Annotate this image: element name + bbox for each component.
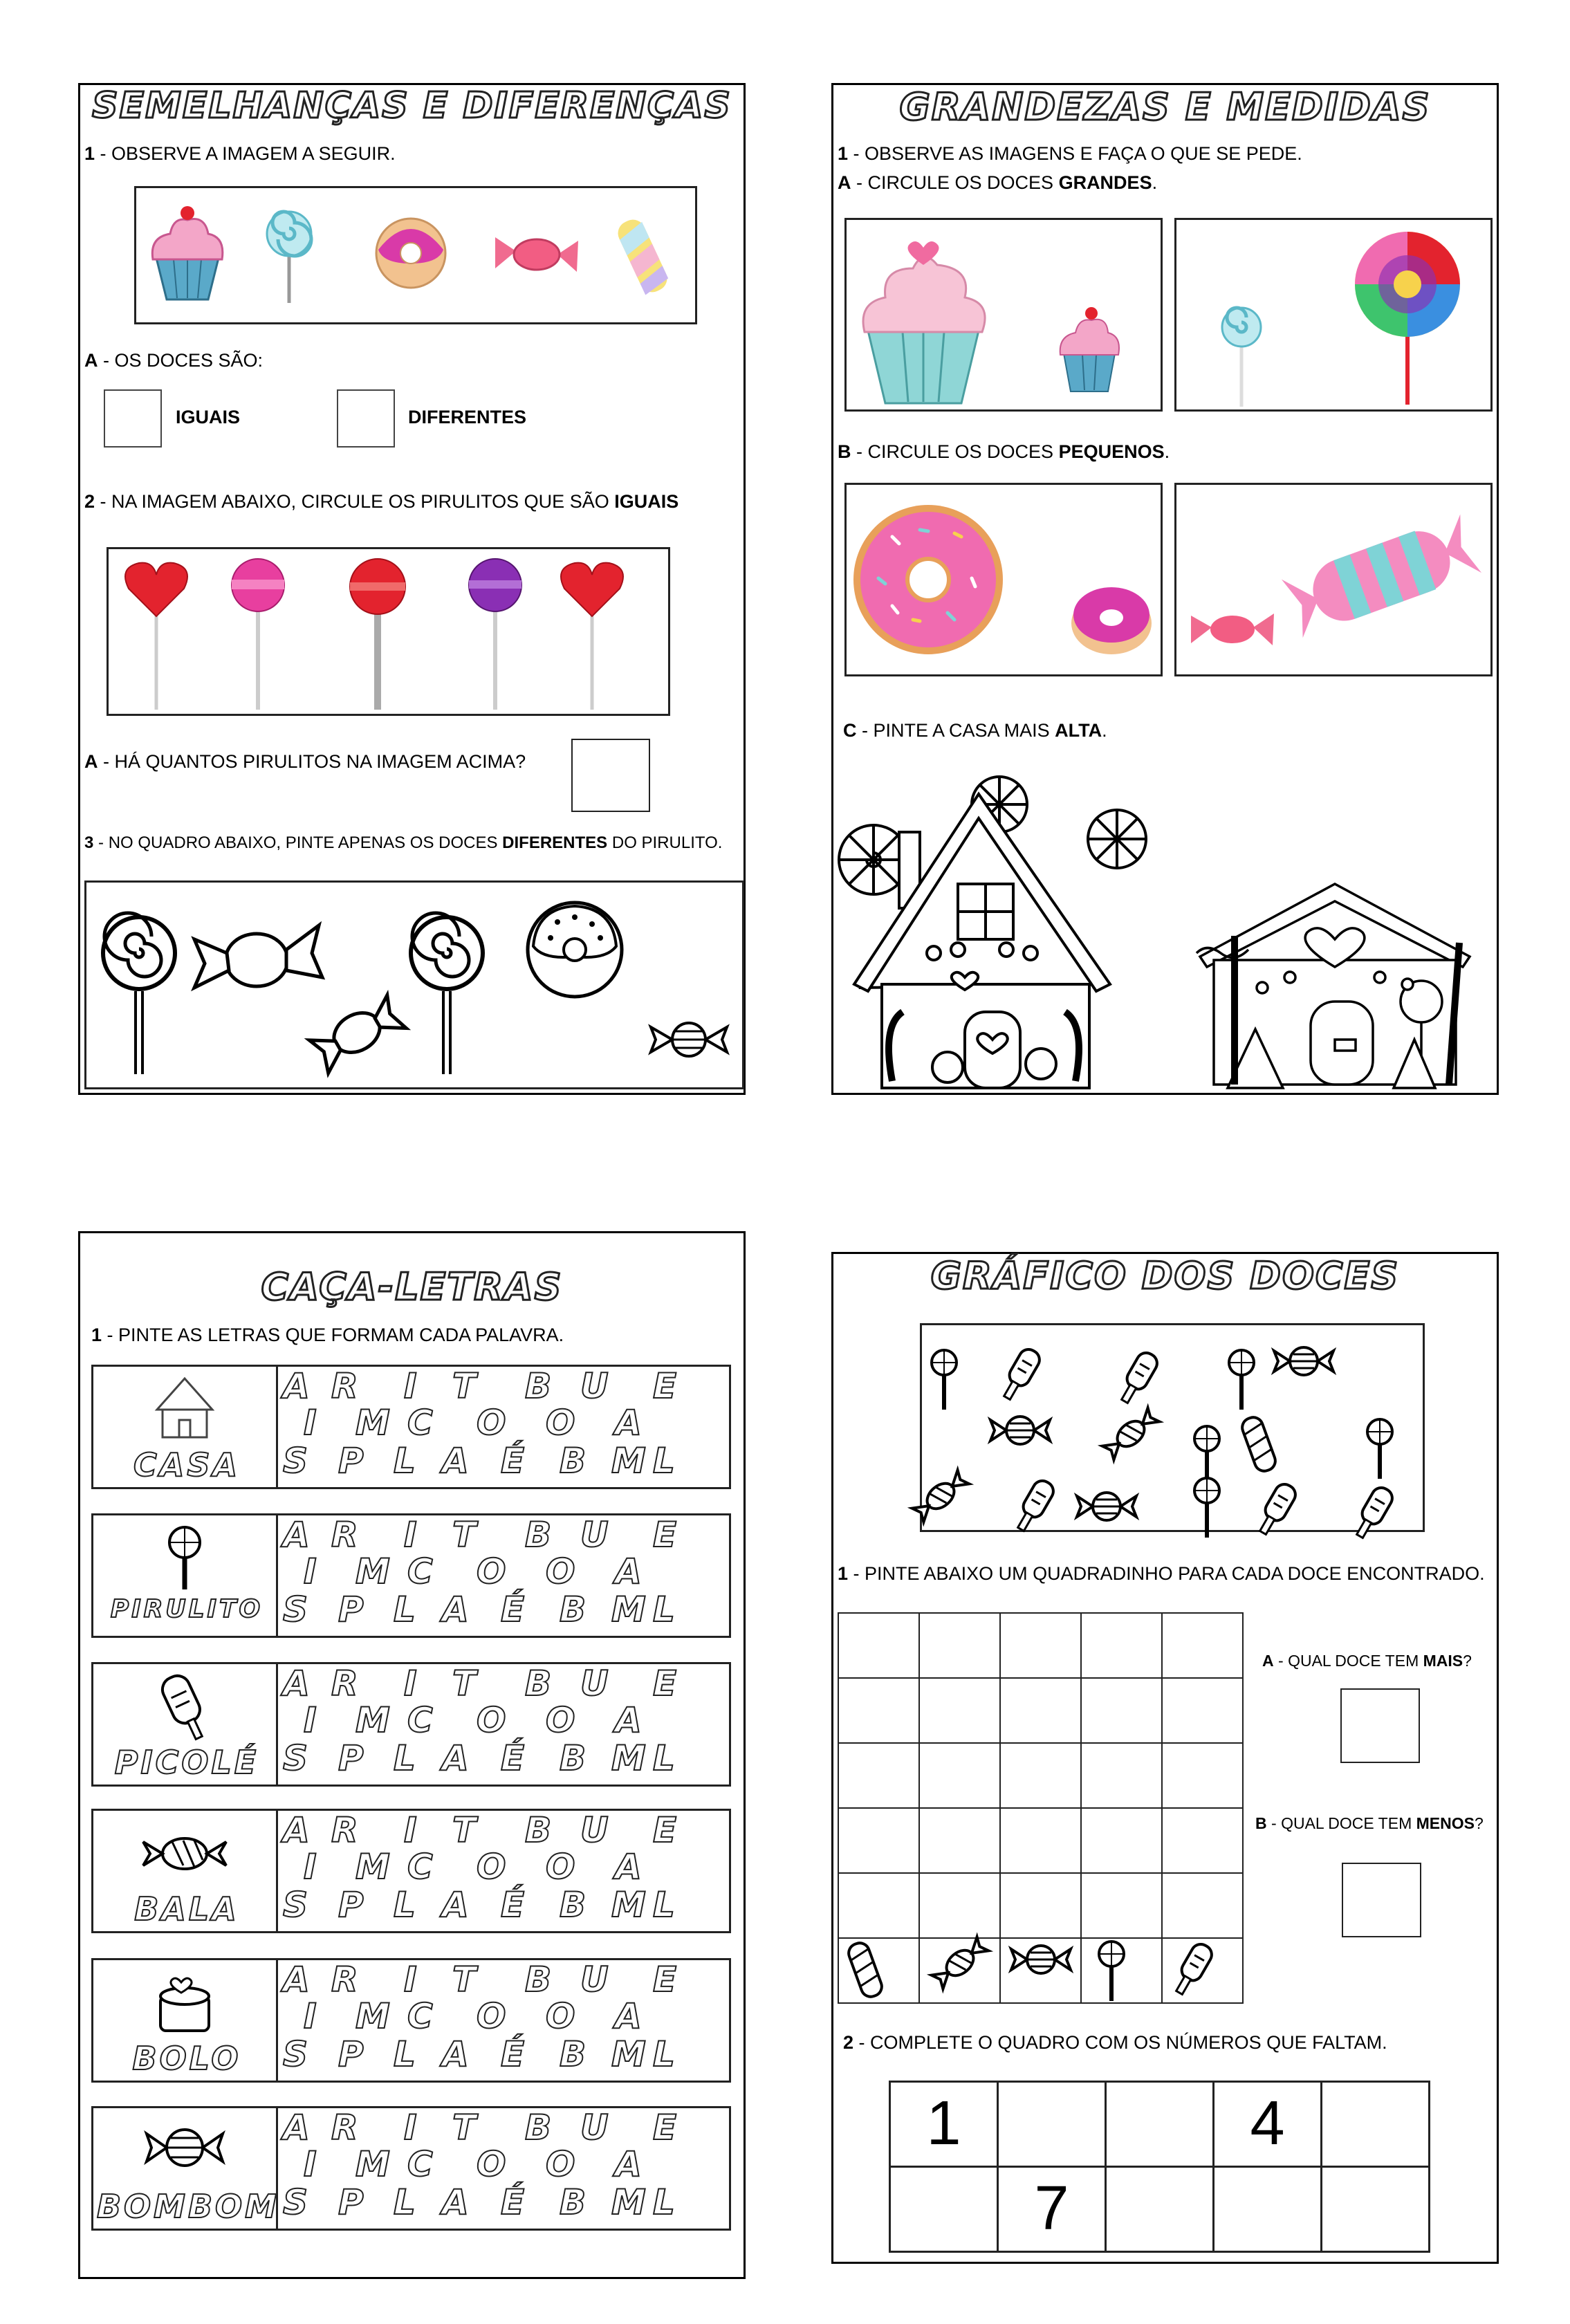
swirl-lollipop-icon	[261, 210, 317, 306]
search-letter[interactable]: A	[615, 1700, 642, 1740]
question-1c: C - PINTE A CASA MAIS ALTA.	[843, 720, 1107, 741]
heart-lollipop-icon	[122, 557, 191, 713]
purple-lollipop-icon	[461, 557, 530, 713]
search-letter[interactable]: O	[477, 2144, 506, 2184]
search-letter[interactable]: B	[560, 1738, 587, 1778]
word-label: PICOLÉ	[114, 1744, 259, 1781]
outline-donut-icon	[523, 898, 627, 1002]
small-candy-icon	[1191, 605, 1274, 654]
search-letter[interactable]: L	[653, 1738, 675, 1778]
popsicle-icon	[1255, 1479, 1318, 1544]
search-letter[interactable]: A	[442, 1738, 469, 1778]
chart-cell[interactable]	[838, 1612, 920, 1679]
search-letter[interactable]: M	[355, 1700, 390, 1740]
search-letter[interactable]: L	[653, 2034, 675, 2074]
chart-cell[interactable]	[1161, 1742, 1244, 1809]
search-letter[interactable]: I	[304, 2144, 317, 2184]
chart-cell[interactable]	[838, 1807, 920, 1874]
word-search-row	[91, 1662, 731, 1787]
popsicle-icon	[1352, 1482, 1414, 1548]
search-letter[interactable]: R	[331, 1810, 358, 1850]
search-letter[interactable]: R	[331, 2108, 358, 2148]
search-letter[interactable]: S	[283, 1885, 308, 1925]
search-letter[interactable]: A	[283, 1663, 310, 1704]
search-letter[interactable]: É	[501, 1441, 525, 1481]
small-donut-icon	[1070, 582, 1153, 658]
lollipop-icon	[1186, 1475, 1248, 1541]
search-letter[interactable]: A	[615, 1403, 642, 1443]
candy-icon	[909, 1472, 972, 1538]
search-letter[interactable]: O	[546, 1847, 575, 1887]
search-letter[interactable]: C	[407, 1700, 433, 1740]
search-letter[interactable]: L	[394, 1589, 416, 1630]
search-letter[interactable]: I	[404, 1959, 417, 2000]
search-letter[interactable]: O	[477, 1996, 506, 2036]
search-letter[interactable]: P	[338, 1441, 364, 1481]
search-letter[interactable]: U	[580, 1810, 609, 1850]
red-lollipop-icon	[343, 557, 412, 713]
lollipop-icon	[1359, 1417, 1421, 1482]
number-cell[interactable]	[1320, 2081, 1430, 2168]
bonbon-icon	[1075, 1486, 1138, 1551]
search-letter[interactable]: M	[611, 1885, 646, 1925]
search-letter[interactable]: M	[355, 1551, 390, 1592]
candy-icon	[1100, 1410, 1162, 1475]
chart-cell[interactable]	[999, 1612, 1082, 1679]
word-search-row	[91, 1809, 731, 1933]
search-letter[interactable]: M	[611, 2034, 646, 2074]
search-letter[interactable]: P	[338, 1885, 364, 1925]
heart-lollipop-icon	[557, 557, 627, 713]
outline-lollipop-icon	[409, 915, 485, 1081]
worksheet-caca-letras	[78, 1231, 746, 2279]
word-label: BALA	[134, 1890, 239, 1928]
search-letter[interactable]: T	[452, 1810, 477, 1850]
wrapped-candy-icon	[495, 227, 578, 282]
chart-cell[interactable]	[918, 1872, 1001, 1939]
big-candy-icon	[1286, 507, 1477, 645]
search-letter[interactable]: I	[404, 1810, 417, 1850]
search-letter[interactable]: A	[615, 1551, 642, 1592]
search-letter[interactable]: B	[525, 1663, 552, 1704]
search-letter[interactable]: M	[355, 1996, 390, 2036]
search-letter[interactable]: B	[525, 1366, 552, 1406]
search-letter[interactable]: O	[546, 1996, 575, 2036]
chart-cell[interactable]	[1161, 1677, 1244, 1744]
search-letter[interactable]: A	[442, 2182, 469, 2222]
search-letter[interactable]: É	[501, 1738, 525, 1778]
search-letter[interactable]: P	[338, 1738, 364, 1778]
answer-box-count[interactable]	[571, 739, 650, 812]
search-letter[interactable]: M	[355, 1847, 390, 1887]
checkbox-iguais[interactable]	[104, 389, 162, 448]
label-diferentes: DIFERENTES	[408, 407, 527, 427]
search-letter[interactable]: M	[611, 1738, 646, 1778]
chart-cell[interactable]	[838, 1742, 920, 1809]
chart-cell[interactable]	[999, 1677, 1082, 1744]
answer-box-mais[interactable]	[1340, 1688, 1420, 1763]
search-letter[interactable]: O	[477, 1403, 506, 1443]
search-letter[interactable]: E	[653, 1959, 677, 2000]
cupcake-icon	[149, 203, 225, 306]
question-1: 1 - OBSERVE A IMAGEM A SEGUIR.	[84, 143, 396, 164]
question-1: 1 - OBSERVE AS IMAGENS E FAÇA O QUE SE PEDE.	[838, 143, 1302, 164]
outline-bonbon-icon	[647, 1012, 730, 1067]
small-cupcake-icon	[1058, 305, 1120, 395]
popsicle-icon	[1172, 1939, 1234, 2002]
search-letter[interactable]: A	[442, 1589, 469, 1630]
number-cell[interactable]	[997, 2081, 1107, 2168]
search-letter[interactable]: O	[546, 1551, 575, 1592]
bonbon-icon	[143, 2113, 226, 2186]
search-letter[interactable]: B	[560, 1589, 587, 1630]
search-letter[interactable]: A	[442, 1885, 469, 1925]
search-letter[interactable]: A	[283, 1366, 310, 1406]
search-letter[interactable]: A	[442, 2034, 469, 2074]
marshmallow-icon	[1241, 1413, 1304, 1479]
question-1b: B - QUAL DOCE TEM MENOS?	[1255, 1814, 1484, 1832]
search-letter[interactable]: C	[407, 2144, 433, 2184]
search-letter[interactable]: S	[283, 2182, 308, 2222]
search-letter[interactable]: I	[304, 1403, 317, 1443]
search-letter[interactable]: A	[283, 1810, 310, 1850]
chart-cell[interactable]	[1080, 1742, 1163, 1809]
search-letter[interactable]: T	[452, 1959, 477, 2000]
search-letter[interactable]: U	[580, 1366, 609, 1406]
page-title: GRÁFICO DOS DOCES	[930, 1254, 1400, 1298]
question-2: 2 - NA IMAGEM ABAIXO, CIRCULE OS PIRULITOS QUE SÃO IGUAIS	[84, 491, 679, 512]
search-letter[interactable]: R	[331, 1663, 358, 1704]
question-2: 2 - COMPLETE O QUADRO COM OS NÚMEROS QUE FALTAM.	[843, 2032, 1387, 2053]
search-letter[interactable]: M	[355, 2144, 390, 2184]
search-letter[interactable]: E	[653, 1663, 677, 1704]
search-letter[interactable]: O	[546, 1403, 575, 1443]
search-letter[interactable]: E	[653, 1515, 677, 1555]
word-label: PIRULITO	[110, 1595, 264, 1623]
word-search-row	[91, 2106, 731, 2231]
outline-candy-icon	[191, 912, 322, 1008]
search-letter[interactable]: B	[525, 1959, 552, 2000]
pink-lollipop-icon	[223, 557, 293, 713]
donut-icon	[373, 215, 449, 291]
outline-candy-icon	[308, 991, 405, 1074]
search-letter[interactable]: O	[477, 1700, 506, 1740]
worksheet-semelhancas	[78, 83, 746, 1095]
question-1a: A - QUAL DOCE TEM MAIS?	[1262, 1652, 1472, 1670]
search-letter[interactable]: I	[304, 1700, 317, 1740]
popsicle-icon	[1013, 1475, 1075, 1541]
search-letter[interactable]: B	[525, 1515, 552, 1555]
big-cupcake-icon	[861, 234, 986, 403]
chart-cell[interactable]	[1161, 1612, 1244, 1679]
candy-icon	[929, 1939, 991, 2002]
search-letter[interactable]: R	[331, 1366, 358, 1406]
number-cell[interactable]	[889, 2081, 999, 2168]
chart-cell[interactable]	[1080, 1807, 1163, 1874]
search-letter[interactable]: P	[338, 2182, 364, 2222]
word-search-row	[91, 1513, 731, 1638]
big-donut-icon	[851, 502, 1006, 658]
search-letter[interactable]: U	[580, 1959, 609, 2000]
search-letter[interactable]: O	[477, 1847, 506, 1887]
question-1a: A - CIRCULE OS DOCES GRANDES.	[838, 172, 1158, 193]
label-iguais: IGUAIS	[176, 407, 241, 427]
search-letter[interactable]: E	[653, 1366, 677, 1406]
big-lollipop-icon	[1352, 230, 1463, 407]
search-letter[interactable]: E	[653, 1810, 677, 1850]
search-letter[interactable]: O	[477, 1551, 506, 1592]
search-letter[interactable]: É	[501, 2182, 525, 2222]
small-lollipop-icon	[1217, 306, 1266, 410]
cake-icon	[143, 1965, 226, 2038]
search-letter[interactable]: O	[546, 2144, 575, 2184]
search-letter[interactable]: L	[394, 1885, 416, 1925]
page-title: CAÇA-LETRAS	[261, 1265, 563, 1309]
search-letter[interactable]: M	[611, 1441, 646, 1481]
search-letter[interactable]: I	[404, 1366, 417, 1406]
bonbon-icon	[989, 1410, 1051, 1475]
worksheet-grandezas	[831, 83, 1499, 1095]
checkbox-diferentes[interactable]	[337, 389, 395, 448]
bonbon-icon	[1010, 1939, 1072, 2002]
tall-gingerbread-house-icon	[833, 777, 1158, 1091]
search-letter[interactable]: B	[560, 1885, 587, 1925]
chart-cell[interactable]	[999, 1742, 1082, 1809]
search-letter[interactable]: I	[304, 1551, 317, 1592]
search-letter[interactable]: B	[560, 2034, 587, 2074]
search-letter[interactable]: L	[394, 1738, 416, 1778]
chart-cell[interactable]	[1161, 1807, 1244, 1874]
marshmallow-icon	[848, 1939, 910, 2002]
number-value: 1	[926, 2089, 961, 2158]
number-cell[interactable]	[997, 2166, 1107, 2253]
search-letter[interactable]: T	[452, 1515, 477, 1555]
search-letter[interactable]: É	[501, 1589, 525, 1630]
word-search-row	[91, 1365, 731, 1489]
short-gingerbread-house-icon	[1186, 874, 1490, 1091]
search-letter[interactable]: L	[653, 2182, 675, 2222]
search-letter[interactable]: C	[407, 1403, 433, 1443]
search-letter[interactable]: C	[407, 1996, 433, 2036]
search-letter[interactable]: I	[404, 1663, 417, 1704]
number-grid	[889, 2081, 1428, 2251]
number-cell[interactable]	[1320, 2166, 1430, 2253]
search-letter[interactable]: I	[304, 1847, 317, 1887]
search-letter[interactable]: S	[283, 1738, 308, 1778]
search-letter[interactable]: I	[404, 2108, 417, 2148]
search-letter[interactable]: B	[560, 2182, 587, 2222]
popsicle-icon	[1117, 1347, 1179, 1413]
page-title: GRANDEZAS E MEDIDAS	[899, 85, 1431, 129]
marshmallow-icon	[611, 211, 674, 301]
house-icon	[143, 1372, 226, 1444]
page-title: SEMELHANÇAS E DIFERENÇAS	[92, 85, 732, 127]
search-letter[interactable]: T	[452, 1366, 477, 1406]
search-letter[interactable]: M	[611, 1589, 646, 1630]
search-letter[interactable]: A	[615, 1847, 642, 1887]
question-1: 1 - PINTE ABAIXO UM QUADRADINHO PARA CADA DOCE ENCONTRADO.	[838, 1563, 1485, 1584]
outline-lollipop-icon	[101, 915, 177, 1081]
search-letter[interactable]: R	[331, 1515, 358, 1555]
search-letter[interactable]: É	[501, 2034, 525, 2074]
search-letter[interactable]: L	[653, 1885, 675, 1925]
search-letter[interactable]: S	[283, 2034, 308, 2074]
bar-chart-grid	[838, 1612, 1253, 2003]
search-letter[interactable]: L	[653, 1589, 675, 1630]
search-letter[interactable]: A	[442, 1441, 469, 1481]
number-cell[interactable]	[1105, 2081, 1215, 2168]
search-letter[interactable]: U	[580, 2108, 609, 2148]
chart-cell[interactable]	[1080, 1872, 1163, 1939]
question-1: 1 - PINTE AS LETRAS QUE FORMAM CADA PALAVRA.	[91, 1325, 564, 1345]
chart-cell[interactable]	[918, 1807, 1001, 1874]
chart-cell[interactable]	[1161, 1872, 1244, 1939]
lollipop-icon	[1091, 1939, 1153, 2002]
chart-cell[interactable]	[838, 1677, 920, 1744]
search-letter[interactable]: É	[501, 1885, 525, 1925]
candy-icon	[143, 1816, 226, 1888]
search-letter[interactable]: M	[355, 1403, 390, 1443]
search-letter[interactable]: A	[283, 2108, 310, 2148]
worksheet-grafico	[831, 1252, 1499, 2264]
word-label: BOLO	[132, 2040, 241, 2077]
search-letter[interactable]: L	[394, 2182, 416, 2222]
search-letter[interactable]: L	[394, 1441, 416, 1481]
question-3: 3 - NO QUADRO ABAIXO, PINTE APENAS OS DOCES DIFERENTES DO PIRULITO.	[84, 833, 723, 852]
search-letter[interactable]: L	[653, 1441, 675, 1481]
search-letter[interactable]: B	[525, 2108, 552, 2148]
chart-cell[interactable]	[918, 1677, 1001, 1744]
question-2a: A - HÁ QUANTOS PIRULITOS NA IMAGEM ACIMA?	[84, 751, 526, 772]
lollipop-icon	[923, 1347, 986, 1413]
search-letter[interactable]: E	[653, 2108, 677, 2148]
bonbon-icon	[1273, 1340, 1335, 1406]
search-letter[interactable]: L	[394, 2034, 416, 2074]
search-letter[interactable]: M	[611, 2182, 646, 2222]
chart-cell[interactable]	[1080, 1612, 1163, 1679]
word-search-row	[91, 1958, 731, 2083]
search-letter[interactable]: P	[338, 2034, 364, 2074]
search-letter[interactable]: C	[407, 1847, 433, 1887]
chart-cell[interactable]	[1080, 1677, 1163, 1744]
word-label: BOMBOM	[97, 2188, 279, 2225]
chart-cell[interactable]	[838, 1872, 920, 1939]
number-value: 4	[1250, 2089, 1285, 2158]
search-letter[interactable]: S	[283, 1441, 308, 1481]
question-1b: B - CIRCULE OS DOCES PEQUENOS.	[838, 441, 1170, 462]
search-letter[interactable]: T	[452, 1663, 477, 1704]
number-cell[interactable]	[889, 2166, 999, 2253]
search-letter[interactable]: S	[283, 1589, 308, 1630]
search-letter[interactable]: A	[283, 1515, 310, 1555]
answer-box-menos[interactable]	[1342, 1863, 1421, 1937]
search-letter[interactable]: U	[580, 1515, 609, 1555]
search-letter[interactable]: C	[407, 1551, 433, 1592]
chart-cell[interactable]	[918, 1742, 1001, 1809]
chart-cell[interactable]	[999, 1872, 1082, 1939]
search-letter[interactable]: B	[525, 1810, 552, 1850]
chart-cell[interactable]	[999, 1807, 1082, 1874]
number-cell[interactable]	[1105, 2166, 1215, 2253]
search-letter[interactable]: B	[560, 1441, 587, 1481]
word-label: CASA	[133, 1446, 241, 1484]
number-cell[interactable]	[1212, 2166, 1322, 2253]
search-letter[interactable]: A	[283, 1959, 310, 2000]
popsicle-icon	[143, 1669, 226, 1742]
search-letter[interactable]: O	[546, 1700, 575, 1740]
search-letter[interactable]: P	[338, 1589, 364, 1630]
search-letter[interactable]: A	[615, 2144, 642, 2184]
search-letter[interactable]: A	[615, 1996, 642, 2036]
number-cell[interactable]	[1212, 2081, 1322, 2168]
search-letter[interactable]: R	[331, 1959, 358, 2000]
search-letter[interactable]: U	[580, 1663, 609, 1704]
chart-cell[interactable]	[918, 1612, 1001, 1679]
popsicle-icon	[999, 1344, 1062, 1410]
number-value: 7	[1034, 2174, 1069, 2243]
lollipop-icon	[143, 1520, 226, 1593]
search-letter[interactable]: I	[404, 1515, 417, 1555]
search-letter[interactable]: I	[304, 1996, 317, 2036]
search-letter[interactable]: T	[452, 2108, 477, 2148]
question-1a: A - OS DOCES SÃO:	[84, 350, 264, 371]
